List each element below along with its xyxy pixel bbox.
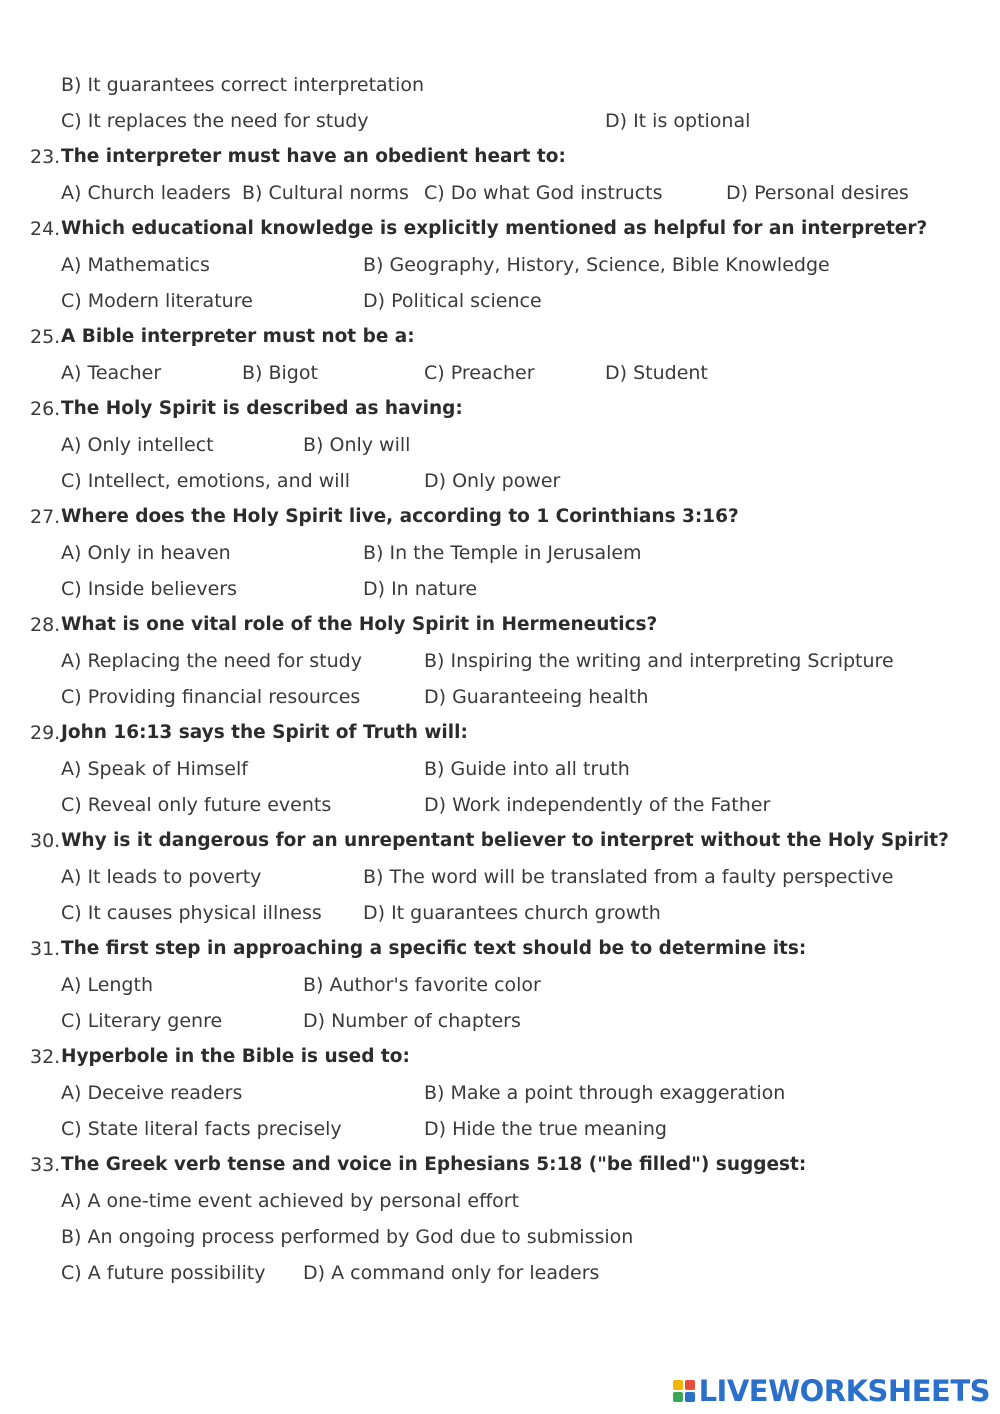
option-row — [0, 463, 1000, 499]
liveworksheets-icon — [673, 1380, 695, 1402]
question-number: 33. — [30, 1154, 61, 1176]
option-c[interactable]: C) Modern literature — [61, 290, 253, 312]
question-number: 30. — [30, 830, 61, 852]
question-text: The first step in approaching a specific text should be to determine its: — [61, 938, 807, 959]
option-row — [0, 67, 1000, 103]
question-number: 23. — [30, 146, 61, 168]
option-c[interactable]: C) Preacher — [424, 362, 535, 384]
option-d[interactable]: D) Hide the true meaning — [424, 1118, 667, 1140]
question-number: 31. — [30, 938, 61, 960]
question-text: What is one vital role of the Holy Spirit in Hermeneutics? — [61, 614, 658, 635]
option-a[interactable]: A) A one-time event achieved by personal effort — [61, 1190, 520, 1212]
option-c[interactable]: C) Literary genre — [61, 1010, 223, 1032]
question-26 — [0, 391, 1000, 427]
option-row — [0, 355, 1000, 391]
question-24 — [0, 211, 1000, 247]
question-text: The interpreter must have an obedient heart to: — [61, 146, 566, 167]
option-d[interactable]: D) A command only for leaders — [303, 1262, 600, 1284]
option-b[interactable]: B) The word will be translated from a faulty perspective — [363, 866, 894, 888]
option-c[interactable]: C) Inside believers — [61, 578, 237, 600]
option-row — [0, 175, 1000, 211]
option-a[interactable]: A) Church leaders — [61, 182, 231, 204]
option-row — [0, 427, 1000, 463]
brand-name: LIVEWORKSHEETS — [698, 1374, 990, 1408]
question-number: 26. — [30, 398, 61, 420]
option-a[interactable]: A) Length — [61, 974, 153, 996]
option-row — [0, 1111, 1000, 1147]
option-row — [0, 643, 1000, 679]
question-text: Which educational knowledge is explicitly mentioned as helpful for an interpreter? — [61, 218, 928, 239]
option-b[interactable]: B) Geography, History, Science, Bible Knowledge — [363, 254, 830, 276]
question-text: Where does the Holy Spirit live, according to 1 Corinthians 3:16? — [61, 506, 739, 527]
option-d[interactable]: D) Number of chapters — [303, 1010, 521, 1032]
option-d[interactable]: D) Guaranteeing health — [424, 686, 649, 708]
option-b[interactable]: B) Cultural norms — [242, 182, 409, 204]
option-b[interactable]: B) Guide into all truth — [424, 758, 630, 780]
option-row — [0, 751, 1000, 787]
option-row — [0, 1183, 1000, 1219]
question-25 — [0, 319, 1000, 355]
option-c[interactable]: C) Reveal only future events — [61, 794, 332, 816]
question-27 — [0, 499, 1000, 535]
question-text: Hyperbole in the Bible is used to: — [61, 1046, 410, 1067]
question-text: Why is it dangerous for an unrepentant believer to interpret without the Holy Spirit? — [61, 830, 949, 851]
option-b[interactable]: B) Only will — [303, 434, 411, 456]
option-b[interactable]: B) In the Temple in Jerusalem — [363, 542, 642, 564]
option-row — [0, 1003, 1000, 1039]
option-row — [0, 535, 1000, 571]
option-c[interactable]: C) Providing financial resources — [61, 686, 361, 708]
option-row — [0, 967, 1000, 1003]
option-b[interactable]: B) An ongoing process performed by God due to submission — [61, 1226, 634, 1248]
question-number: 27. — [30, 506, 61, 528]
question-text: John 16:13 says the Spirit of Truth will: — [61, 722, 468, 743]
option-a[interactable]: A) Only in heaven — [61, 542, 231, 564]
option-b[interactable]: B) Make a point through exaggeration — [424, 1082, 786, 1104]
question-23 — [0, 139, 1000, 175]
option-row — [0, 571, 1000, 607]
question-text: The Holy Spirit is described as having: — [61, 398, 463, 419]
question-29 — [0, 715, 1000, 751]
question-31 — [0, 931, 1000, 967]
option-a[interactable]: A) Speak of Himself — [61, 758, 248, 780]
option-row — [0, 103, 1000, 139]
option-d[interactable]: D) Work independently of the Father — [424, 794, 771, 816]
option-row — [0, 679, 1000, 715]
option-row — [0, 859, 1000, 895]
option-row — [0, 1075, 1000, 1111]
option-b: B) It guarantees correct interpretation — [61, 74, 425, 96]
question-33 — [0, 1147, 1000, 1183]
question-number: 29. — [30, 722, 61, 744]
option-c[interactable]: C) Do what God instructs — [424, 182, 663, 204]
question-number: 25. — [30, 326, 61, 348]
question-number: 24. — [30, 218, 61, 240]
option-c[interactable]: C) It causes physical illness — [61, 902, 322, 924]
option-c: C) It replaces the need for study — [61, 110, 369, 132]
option-d[interactable]: D) Personal desires — [726, 182, 909, 204]
option-d[interactable]: D) It guarantees church growth — [363, 902, 661, 924]
question-number: 28. — [30, 614, 61, 636]
option-row — [0, 787, 1000, 823]
option-b[interactable]: B) Bigot — [242, 362, 318, 384]
option-row — [0, 283, 1000, 319]
option-a[interactable]: A) Only intellect — [61, 434, 214, 456]
option-b[interactable]: B) Inspiring the writing and interpreting Scripture — [424, 650, 894, 672]
option-a[interactable]: A) Replacing the need for study — [61, 650, 362, 672]
option-c[interactable]: C) State literal facts precisely — [61, 1118, 342, 1140]
question-28 — [0, 607, 1000, 643]
option-a[interactable]: A) Mathematics — [61, 254, 210, 276]
option-row — [0, 1255, 1000, 1291]
option-d[interactable]: D) In nature — [363, 578, 478, 600]
option-b[interactable]: B) Author's favorite color — [303, 974, 541, 996]
question-number: 32. — [30, 1046, 61, 1068]
option-a[interactable]: A) Deceive readers — [61, 1082, 243, 1104]
option-row — [0, 1219, 1000, 1255]
option-a[interactable]: A) Teacher — [61, 362, 162, 384]
question-32 — [0, 1039, 1000, 1075]
question-30 — [0, 823, 1000, 859]
option-c[interactable]: C) A future possibility — [61, 1262, 266, 1284]
option-a[interactable]: A) It leads to poverty — [61, 866, 262, 888]
liveworksheets-logo[interactable] — [673, 1374, 990, 1408]
option-d[interactable]: D) Only power — [424, 470, 561, 492]
option-c[interactable]: C) Intellect, emotions, and will — [61, 470, 351, 492]
question-text: The Greek verb tense and voice in Ephesians 5:18 ("be filled") suggest: — [61, 1154, 807, 1175]
option-d: D) It is optional — [605, 110, 751, 132]
option-d[interactable]: D) Student — [605, 362, 708, 384]
option-row — [0, 895, 1000, 931]
question-text: A Bible interpreter must not be a: — [61, 326, 415, 347]
option-row — [0, 247, 1000, 283]
option-d[interactable]: D) Political science — [363, 290, 542, 312]
